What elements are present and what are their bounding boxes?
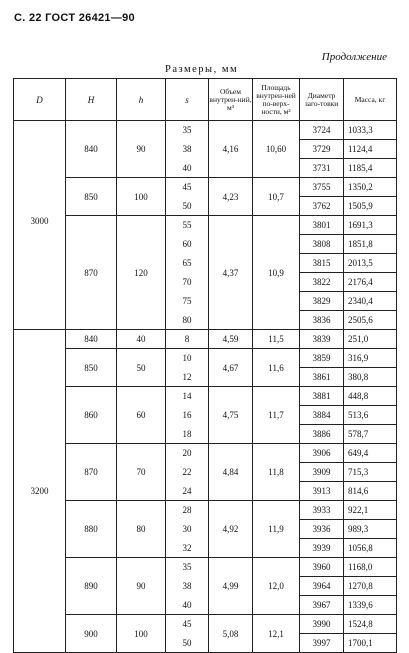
cell-blank-diameter: 3724 (300, 121, 344, 140)
cell-volume: 4,92 (209, 501, 253, 558)
cell-blank-diameter: 3884 (300, 406, 344, 425)
cell-blank-diameter: 3755 (300, 178, 344, 197)
cell-mass: 1505,9 (344, 197, 397, 216)
cell-H: 870 (66, 444, 117, 501)
cell-s: 35 (166, 121, 209, 140)
cell-volume: 4,16 (209, 121, 253, 178)
cell-mass: 1524,8 (344, 615, 397, 634)
cell-h: 60 (117, 387, 166, 444)
cell-s: 38 (166, 140, 209, 159)
header-s: s (166, 79, 209, 121)
cell-s: 24 (166, 482, 209, 501)
cell-volume: 4,67 (209, 349, 253, 387)
header-H: H (66, 79, 117, 121)
cell-mass: 380,8 (344, 368, 397, 387)
cell-s: 18 (166, 425, 209, 444)
table-row (14, 615, 397, 634)
cell-H: 870 (66, 216, 117, 330)
cell-s: 35 (166, 558, 209, 577)
cell-mass: 578,7 (344, 425, 397, 444)
cell-mass: 1691,3 (344, 216, 397, 235)
cell-H: 840 (66, 330, 117, 349)
cell-area: 10,9 (253, 216, 300, 330)
cell-s: 12 (166, 368, 209, 387)
cell-area: 11,5 (253, 330, 300, 349)
page-header: С. 22 ГОСТ 26421—90 (14, 12, 135, 24)
cell-h: 90 (117, 121, 166, 178)
cell-s: 45 (166, 615, 209, 634)
cell-volume: 4,59 (209, 330, 253, 349)
cell-volume: 4,23 (209, 178, 253, 216)
cell-mass: 1033,3 (344, 121, 397, 140)
cell-h: 100 (117, 178, 166, 216)
cell-s: 16 (166, 406, 209, 425)
cell-H: 850 (66, 178, 117, 216)
cell-s: 14 (166, 387, 209, 406)
cell-s: 45 (166, 178, 209, 197)
cell-mass: 1270,8 (344, 577, 397, 596)
header-mass: Масса, кг (344, 79, 397, 121)
header-area: Площадь внутрен-ней по-верх-ности, м² (253, 79, 300, 121)
cell-volume: 4,37 (209, 216, 253, 330)
cell-H: 840 (66, 121, 117, 178)
cell-s: 75 (166, 292, 209, 311)
cell-mass: 1124,4 (344, 140, 397, 159)
cell-area: 11,8 (253, 444, 300, 501)
cell-mass: 1168,0 (344, 558, 397, 577)
cell-volume: 4,84 (209, 444, 253, 501)
cell-s: 80 (166, 311, 209, 330)
cell-blank-diameter: 3964 (300, 577, 344, 596)
cell-mass: 1056,8 (344, 539, 397, 558)
cell-blank-diameter: 3729 (300, 140, 344, 159)
cell-blank-diameter: 3881 (300, 387, 344, 406)
cell-s: 60 (166, 235, 209, 254)
cell-volume: 5,08 (209, 615, 253, 653)
cell-mass: 251,0 (344, 330, 397, 349)
dimensions-table (13, 78, 397, 653)
cell-H: 860 (66, 387, 117, 444)
cell-blank-diameter: 3815 (300, 254, 344, 273)
cell-h: 100 (117, 615, 166, 653)
cell-h: 70 (117, 444, 166, 501)
table-row (14, 216, 397, 235)
sizes-caption: Размеры, мм (165, 64, 239, 75)
cell-s: 40 (166, 159, 209, 178)
cell-s: 70 (166, 273, 209, 292)
cell-area: 11,9 (253, 501, 300, 558)
cell-area: 12,1 (253, 615, 300, 653)
cell-area: 11,7 (253, 387, 300, 444)
cell-blank-diameter: 3801 (300, 216, 344, 235)
table-body (14, 121, 397, 653)
cell-H: 850 (66, 349, 117, 387)
cell-h: 90 (117, 558, 166, 615)
cell-blank-diameter: 3859 (300, 349, 344, 368)
table-row (14, 178, 397, 197)
table-row (14, 349, 397, 368)
cell-mass: 513,6 (344, 406, 397, 425)
cell-mass: 2013,5 (344, 254, 397, 273)
cell-volume: 4,99 (209, 558, 253, 615)
cell-mass: 2505,6 (344, 311, 397, 330)
cell-volume: 4,75 (209, 387, 253, 444)
cell-mass: 1700,1 (344, 634, 397, 653)
header-volume: Объем внутрен-ний, м³ (209, 79, 253, 121)
cell-s: 28 (166, 501, 209, 520)
cell-blank-diameter: 3909 (300, 463, 344, 482)
cell-H: 880 (66, 501, 117, 558)
cell-mass: 649,4 (344, 444, 397, 463)
cell-H: 900 (66, 615, 117, 653)
cell-H: 890 (66, 558, 117, 615)
cell-area: 12,0 (253, 558, 300, 615)
cell-s: 20 (166, 444, 209, 463)
cell-mass: 922,1 (344, 501, 397, 520)
cell-blank-diameter: 3762 (300, 197, 344, 216)
table-row (14, 558, 397, 577)
cell-blank-diameter: 3960 (300, 558, 344, 577)
cell-blank-diameter: 3886 (300, 425, 344, 444)
cell-blank-diameter: 3933 (300, 501, 344, 520)
cell-mass: 1350,2 (344, 178, 397, 197)
table-row (14, 330, 397, 349)
cell-blank-diameter: 3808 (300, 235, 344, 254)
cell-h: 50 (117, 349, 166, 387)
cell-blank-diameter: 3913 (300, 482, 344, 501)
cell-blank-diameter: 3936 (300, 520, 344, 539)
cell-s: 22 (166, 463, 209, 482)
cell-mass: 2340,4 (344, 292, 397, 311)
cell-mass: 1185,4 (344, 159, 397, 178)
cell-s: 38 (166, 577, 209, 596)
cell-blank-diameter: 3731 (300, 159, 344, 178)
cell-h: 40 (117, 330, 166, 349)
table-row (14, 444, 397, 463)
cell-s: 40 (166, 596, 209, 615)
cell-s: 10 (166, 349, 209, 368)
cell-s: 55 (166, 216, 209, 235)
cell-mass: 2176,4 (344, 273, 397, 292)
cell-blank-diameter: 3997 (300, 634, 344, 653)
header-D: D (14, 79, 66, 121)
cell-mass: 1851,8 (344, 235, 397, 254)
cell-blank-diameter: 3967 (300, 596, 344, 615)
table-row (14, 387, 397, 406)
cell-blank-diameter: 3829 (300, 292, 344, 311)
cell-blank-diameter: 3990 (300, 615, 344, 634)
table-row (14, 121, 397, 140)
cell-area: 11,6 (253, 349, 300, 387)
cell-blank-diameter: 3939 (300, 539, 344, 558)
cell-mass: 1339,6 (344, 596, 397, 615)
cell-mass: 448,8 (344, 387, 397, 406)
cell-h: 80 (117, 501, 166, 558)
cell-blank-diameter: 3839 (300, 330, 344, 349)
cell-s: 8 (166, 330, 209, 349)
header-blank-diameter: Диаметр заго-товки (300, 79, 344, 121)
cell-s: 32 (166, 539, 209, 558)
continuation-label: Продолжение (321, 51, 387, 63)
cell-D: 3200 (14, 330, 66, 653)
cell-blank-diameter: 3836 (300, 311, 344, 330)
cell-blank-diameter: 3822 (300, 273, 344, 292)
cell-s: 30 (166, 520, 209, 539)
cell-area: 10,7 (253, 178, 300, 216)
cell-mass: 316,9 (344, 349, 397, 368)
header-row (14, 79, 397, 121)
table-row (14, 501, 397, 520)
cell-D: 3000 (14, 121, 66, 330)
cell-area: 10,60 (253, 121, 300, 178)
cell-s: 65 (166, 254, 209, 273)
cell-blank-diameter: 3906 (300, 444, 344, 463)
cell-s: 50 (166, 634, 209, 653)
cell-mass: 715,3 (344, 463, 397, 482)
header-h: h (117, 79, 166, 121)
cell-mass: 989,3 (344, 520, 397, 539)
cell-s: 50 (166, 197, 209, 216)
cell-h: 120 (117, 216, 166, 330)
cell-mass: 814,6 (344, 482, 397, 501)
cell-blank-diameter: 3861 (300, 368, 344, 387)
